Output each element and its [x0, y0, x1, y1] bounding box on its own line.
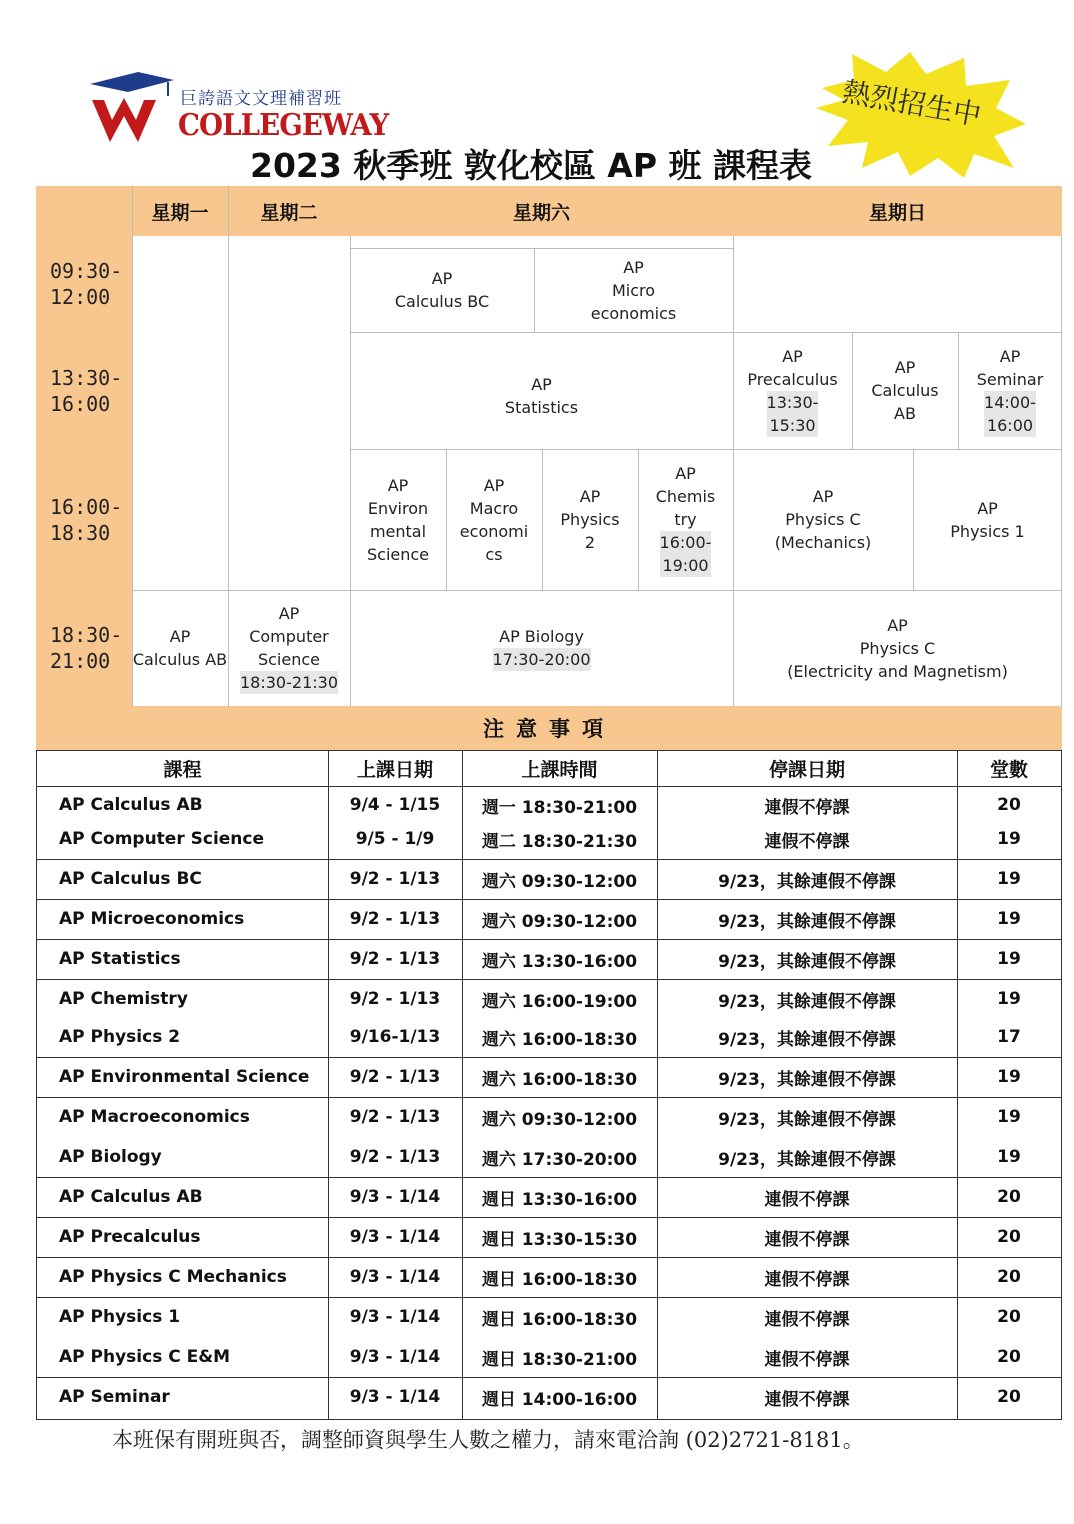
slot-chemistry-name: AP Chemis try — [655, 464, 716, 529]
course-no-class: 9/23，其餘連假不停課 — [718, 871, 896, 892]
slot-precalculus — [733, 332, 852, 449]
day-header-saturday: 星期六 — [350, 186, 733, 236]
course-time: 週六 09:30-12:00 — [481, 911, 638, 932]
column-header-no-class: 停課日期 — [657, 751, 957, 787]
table-line — [37, 1097, 1061, 1098]
notice-heading: 注意事項 — [36, 706, 1062, 750]
course-dates: 9/2 - 1/13 — [349, 989, 441, 1009]
time-slot-1: 09:30- 12:00 — [50, 259, 123, 309]
grid-line — [132, 186, 133, 706]
course-no-class: 9/23，其餘連假不停課 — [718, 991, 896, 1012]
course-no-class: 連假不停課 — [764, 1229, 850, 1250]
slot-physics-1: AP Physics 1 — [950, 498, 1025, 541]
course-sessions: 20 — [997, 795, 1021, 815]
slot-macroeconomics: AP Macro economi cs — [459, 475, 529, 564]
table-line — [462, 751, 463, 1419]
course-sessions: 19 — [997, 1067, 1021, 1087]
logo-chinese-name: 巨誇語文文理補習班 — [180, 89, 342, 109]
weekly-timetable — [36, 186, 1062, 750]
slot-biology-name: AP Biology — [499, 627, 584, 646]
slot-calculus-ab-sunday: AP Calculus AB — [871, 358, 939, 423]
time-slot-2: 13:30- 16:00 — [50, 365, 123, 416]
course-no-class: 連假不停課 — [764, 1269, 850, 1290]
course-dates: 9/3 - 1/14 — [349, 1387, 441, 1407]
course-sessions: 20 — [997, 1267, 1021, 1287]
table-line — [957, 751, 958, 1419]
course-sessions: 19 — [997, 949, 1021, 969]
graduation-cap-logo-icon — [88, 70, 188, 150]
course-dates: 9/3 - 1/14 — [349, 1307, 441, 1327]
course-dates: 9/4 - 1/15 — [349, 795, 441, 815]
course-name: AP Physics C Mechanics — [59, 1267, 287, 1287]
course-dates: 9/3 - 1/14 — [349, 1347, 441, 1367]
course-name: AP Calculus AB — [59, 795, 203, 815]
course-time: 週六 09:30-12:00 — [481, 871, 638, 892]
course-time: 週一 18:30-21:00 — [481, 797, 638, 818]
course-time: 週二 18:30-21:30 — [481, 831, 638, 852]
grid-line — [913, 449, 914, 590]
slot-chemistry-time: 16:00- 19:00 — [659, 533, 712, 575]
time-slot-4: 18:30- 21:00 — [50, 623, 123, 673]
course-time: 週日 16:00-18:30 — [481, 1269, 638, 1290]
course-dates: 9/3 - 1/14 — [349, 1267, 441, 1287]
column-header-dates: 上課日期 — [328, 751, 462, 787]
course-name: AP Environmental Science — [59, 1067, 310, 1087]
slot-precalculus-time: 13:30- 15:30 — [766, 392, 819, 435]
day-header-tuesday: 星期二 — [228, 186, 350, 236]
course-no-class: 9/23，其餘連假不停課 — [718, 1029, 896, 1050]
slot-physics-2: AP Physics 2 — [560, 487, 620, 552]
course-time: 週六 16:00-19:00 — [481, 991, 638, 1012]
course-dates: 9/2 - 1/13 — [349, 1147, 441, 1167]
course-sessions: 19 — [997, 909, 1021, 929]
column-header-course: 課程 — [37, 751, 328, 787]
grid-line — [733, 236, 734, 706]
course-no-class: 9/23，其餘連假不停課 — [718, 1149, 896, 1170]
course-no-class: 連假不停課 — [764, 831, 850, 852]
course-sessions: 19 — [997, 1147, 1021, 1167]
course-dates: 9/2 - 1/13 — [349, 1107, 441, 1127]
grid-line — [1061, 236, 1062, 706]
time-slot-3: 16:00- 18:30 — [50, 494, 123, 545]
slot-physics-c-mechanics: AP Physics C (Mechanics) — [774, 487, 872, 552]
grid-line — [542, 449, 543, 590]
table-line — [37, 1057, 1061, 1058]
course-name: AP Microeconomics — [59, 909, 245, 929]
course-name: AP Biology — [59, 1147, 162, 1167]
course-time: 週六 16:00-18:30 — [481, 1069, 638, 1090]
grid-line — [228, 186, 229, 706]
collegeway-logo — [88, 70, 388, 150]
slot-seminar-time: 14:00- 16:00 — [984, 392, 1036, 435]
course-dates: 9/16-1/13 — [349, 1027, 441, 1047]
slot-computer-science-name: AP Computer Science — [249, 604, 329, 669]
slot-microeconomics: AP Micro economics — [590, 257, 677, 323]
course-no-class: 連假不停課 — [764, 797, 850, 818]
slot-environmental-science: AP Environ mental Science — [366, 475, 430, 564]
grid-line — [350, 332, 1062, 333]
course-no-class: 連假不停課 — [764, 1189, 850, 1210]
table-line — [37, 939, 1061, 940]
slot-calculus-ab-monday: AP Calculus AB — [132, 627, 228, 669]
table-line — [37, 1177, 1061, 1178]
course-time: 週日 16:00-18:30 — [481, 1309, 638, 1330]
course-time: 週日 13:30-16:00 — [481, 1189, 638, 1210]
course-name: AP Calculus BC — [59, 869, 202, 889]
course-name: AP Physics 2 — [59, 1027, 181, 1047]
course-table — [36, 750, 1062, 1420]
course-time: 週六 13:30-16:00 — [481, 951, 638, 972]
course-no-class: 連假不停課 — [764, 1309, 850, 1330]
column-header-time: 上課時間 — [462, 751, 657, 787]
grid-line — [852, 332, 853, 449]
course-dates: 9/3 - 1/14 — [349, 1227, 441, 1247]
course-name: AP Physics 1 — [59, 1307, 181, 1327]
course-dates: 9/2 - 1/13 — [349, 869, 441, 889]
course-name: AP Physics C E&M — [59, 1347, 230, 1367]
course-sessions: 20 — [997, 1347, 1021, 1367]
table-line — [37, 1377, 1061, 1378]
course-sessions: 20 — [997, 1227, 1021, 1247]
slot-seminar — [958, 332, 1062, 449]
course-dates: 9/2 - 1/13 — [349, 909, 441, 929]
course-time: 週六 09:30-12:00 — [481, 1109, 638, 1130]
course-no-class: 連假不停課 — [764, 1349, 850, 1370]
slot-computer-science — [228, 590, 350, 706]
course-dates: 9/3 - 1/14 — [349, 1187, 441, 1207]
course-dates: 9/5 - 1/9 — [355, 829, 435, 849]
slot-precalculus-name: AP Precalculus — [747, 346, 838, 389]
table-line — [328, 751, 329, 1419]
course-dates: 9/2 - 1/13 — [349, 1067, 441, 1087]
course-name: AP Statistics — [59, 949, 181, 969]
grid-line — [446, 449, 447, 590]
grid-line — [350, 248, 733, 249]
course-sessions: 17 — [997, 1027, 1021, 1047]
slot-biology — [350, 590, 733, 706]
course-time: 週日 18:30-21:00 — [481, 1349, 638, 1370]
table-line — [37, 899, 1061, 900]
grid-line — [534, 248, 535, 332]
grid-line — [638, 449, 639, 590]
course-name: AP Seminar — [59, 1387, 170, 1407]
grid-line — [350, 449, 1062, 450]
table-line — [37, 1217, 1061, 1218]
slot-physics-c-em: AP Physics C (Electricity and Magnetism) — [787, 615, 1008, 681]
column-header-sessions: 堂數 — [957, 751, 1061, 787]
course-no-class: 連假不停課 — [764, 1389, 850, 1410]
course-sessions: 20 — [997, 1387, 1021, 1407]
course-sessions: 19 — [997, 869, 1021, 889]
course-name: AP Chemistry — [59, 989, 188, 1009]
table-line — [37, 1297, 1061, 1298]
page-title: 2023 秋季班 敦化校區 AP 班 課程表 — [250, 146, 813, 185]
course-sessions: 19 — [997, 829, 1021, 849]
course-no-class: 9/23，其餘連假不停課 — [718, 951, 896, 972]
course-name: AP Calculus AB — [59, 1187, 203, 1207]
slot-chemistry — [638, 449, 733, 590]
course-dates: 9/2 - 1/13 — [349, 949, 441, 969]
day-header-monday: 星期一 — [132, 186, 228, 236]
course-sessions: 20 — [997, 1187, 1021, 1207]
course-no-class: 9/23，其餘連假不停課 — [718, 911, 896, 932]
course-name: AP Computer Science — [59, 829, 265, 849]
logo-english-name: COLLEGEWAY — [178, 108, 389, 143]
course-name: AP Precalculus — [59, 1227, 201, 1247]
slot-biology-time: 17:30-20:00 — [492, 650, 591, 669]
day-header-sunday: 星期日 — [733, 186, 1062, 236]
grid-line — [350, 236, 351, 706]
footer-note: 本班保有開班與否，調整師資與學生人數之權力，請來電洽詢 (02)2721-8181。 — [112, 1428, 864, 1452]
course-sessions: 20 — [997, 1307, 1021, 1327]
slot-calculus-bc: AP Calculus BC — [394, 269, 490, 311]
course-time: 週日 14:00-16:00 — [481, 1389, 638, 1410]
course-time: 週六 17:30-20:00 — [481, 1149, 638, 1170]
slot-statistics: AP Statistics — [504, 374, 579, 417]
grid-line — [958, 332, 959, 449]
course-time: 週日 13:30-15:30 — [481, 1229, 638, 1250]
course-no-class: 9/23，其餘連假不停課 — [718, 1069, 896, 1090]
promo-text: 熱烈招生中 — [839, 75, 984, 132]
table-line — [37, 859, 1061, 860]
course-sessions: 19 — [997, 989, 1021, 1009]
table-line — [657, 751, 658, 1419]
grid-line — [132, 590, 1062, 591]
course-no-class: 9/23，其餘連假不停課 — [718, 1109, 896, 1130]
course-name: AP Macroeconomics — [59, 1107, 250, 1127]
course-sessions: 19 — [997, 1107, 1021, 1127]
course-time: 週六 16:00-18:30 — [481, 1029, 638, 1050]
table-line — [37, 979, 1061, 980]
table-line — [37, 1257, 1061, 1258]
slot-computer-science-time: 18:30-21:30 — [240, 673, 338, 692]
slot-seminar-name: AP Seminar — [976, 346, 1044, 389]
